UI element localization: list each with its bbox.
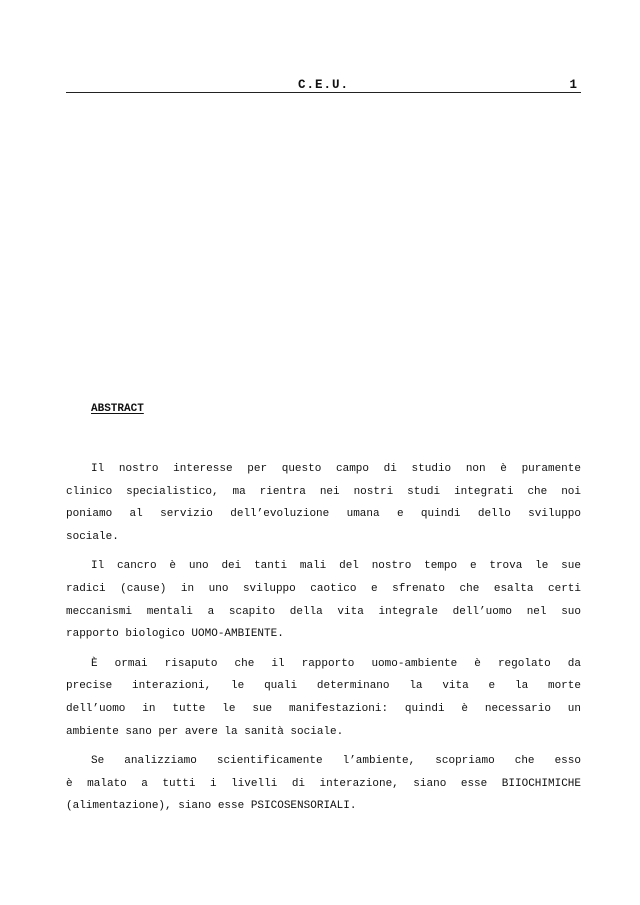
text-line: sociale.: [66, 530, 119, 543]
text-line: meccanismi mentali a scapito della vita integrale dell’uomo nel suo: [66, 605, 581, 618]
text-line: Se analizziamo scientificamente l’ambiente, scopriamo che esso: [91, 755, 581, 768]
page-header: [66, 78, 581, 92]
abstract-body: [66, 458, 581, 825]
text-line: precise interazioni, le quali determinano la vita e la morte: [66, 680, 581, 693]
text-line: clinico specialistico, ma rientra nei nostri studi integrati che noi: [66, 485, 581, 498]
text-line: (alimentazione), siano esse PSICOSENSORIALI.: [66, 800, 357, 813]
paragraph: [66, 750, 581, 818]
text-line: è malato a tutti i livelli di interazione, siano esse BIIOCHIMICHE: [66, 777, 581, 790]
text-line: ambiente sano per avere la sanità sociale.: [66, 725, 344, 738]
text-line: rapporto biologico UOMO-AMBIENTE.: [66, 628, 284, 641]
paragraph: [66, 555, 581, 645]
header-title: C.E.U.: [297, 78, 349, 92]
paragraph: [66, 458, 581, 548]
text-line: poniamo al servizio dell’evoluzione umana e quindi dello sviluppo: [66, 508, 581, 521]
abstract-heading: ABSTRACT: [91, 403, 144, 415]
page-number: 1: [569, 78, 577, 92]
header-rule: [66, 92, 581, 93]
text-line: Il cancro è uno dei tanti mali del nostro tempo e trova le sue: [91, 560, 581, 573]
text-line: Il nostro interesse per questo campo di studio non è puramente: [91, 463, 581, 475]
text-line: È ormai risaputo che il rapporto uomo-ambiente è regolato da: [91, 657, 581, 670]
text-line: radici (cause) in uno sviluppo caotico e sfrenato che esalta certi: [66, 582, 581, 595]
text-line: dell’uomo in tutte le sue manifestazioni: quindi è necessario un: [66, 702, 581, 715]
paragraph: [66, 653, 581, 743]
